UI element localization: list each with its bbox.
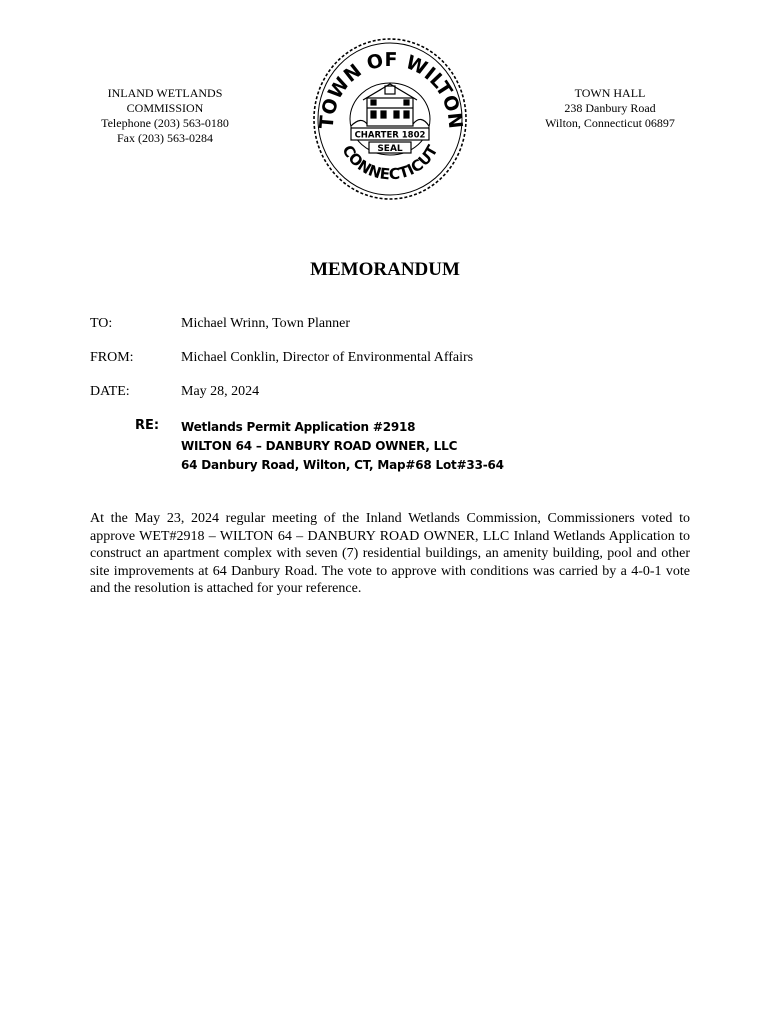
re-line: Wetlands Permit Application #2918 [181,420,416,434]
address-line: 238 Danbury Road [564,101,656,115]
address-line: Wilton, Connecticut 06897 [545,116,675,130]
to-label: TO: [90,316,113,331]
seal-bottom-text: CONNECTICUT [338,142,442,184]
seal-top-text: TOWN OF WILTON [315,48,467,130]
from-label: FROM: [90,350,134,365]
commission-contact-block [70,86,260,146]
memo-body-paragraph: At the May 23, 2024 regular meeting of the Inland Wetlands Commission, Commissioners voted to approve WET#2918 – WILTON 64 – DANBURY ROAD OWNER, LLC Inland Wetlands Application to construct an apartment complex with seven (7) residential buildings, an amenity building, pool and other site improvements at 64 Danbury Road. The vote to approve with conditions was carried by a 4-0-1 vote and the resolution is attached for your reference. [90,511,690,597]
contact-line: Fax (203) 563-0284 [117,131,213,145]
from-value: Michael Conklin, Director of Environmental Affairs [181,350,474,365]
to-value: Michael Wrinn, Town Planner [181,316,351,331]
seal-charter-text: CHARTER 1802 [354,130,426,141]
contact-line: COMMISSION [126,101,204,115]
address-line: TOWN HALL [574,86,646,100]
date-value: May 28, 2024 [181,384,260,399]
re-line: WILTON 64 – DANBURY ROAD OWNER, LLC [181,439,458,453]
contact-line: Telephone (203) 563-0180 [101,116,229,130]
re-subject-block [181,418,504,475]
svg-text:TOWN OF WILTON [316,49,467,130]
re-line: 64 Danbury Road, Wilton, CT, Map#68 Lot#33-64 [181,458,504,472]
seal-word-text: SEAL [377,144,403,154]
town-hall-address-block [510,86,710,131]
contact-line: INLAND WETLANDS [107,86,223,100]
date-label: DATE: [90,384,130,399]
memo-title: MEMORANDUM [310,259,460,280]
re-label: RE: [135,418,160,433]
town-seal-logo [311,36,469,202]
